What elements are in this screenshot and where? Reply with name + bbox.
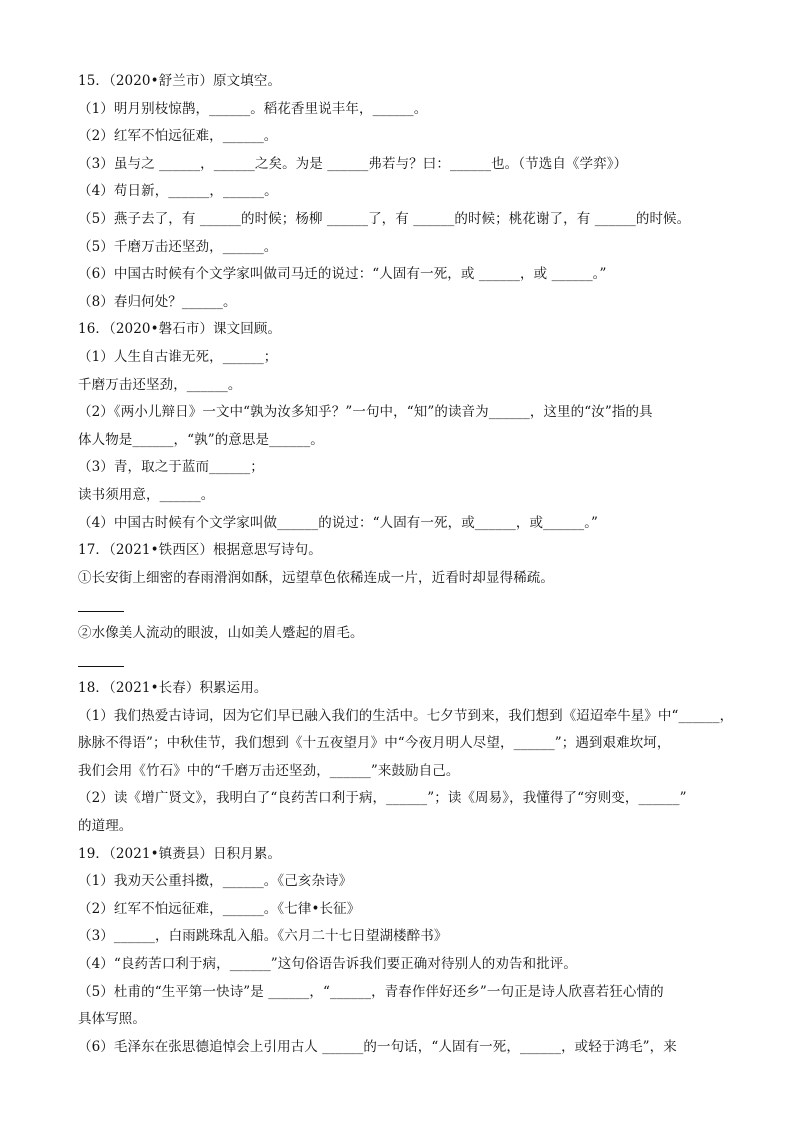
question-18-item-2a: （2）读《增广贤文》，我明白了“良药苦口利于病，______”；读《周易》，我懂得了“穷则变，______” (78, 790, 687, 807)
question-18-item-2b: 的道理。 (78, 818, 133, 835)
question-19-heading: 19．（2021•镇赉县）日积月累。 (78, 845, 282, 862)
question-15-item-4: （4）苟日新，______，______。 (78, 183, 278, 200)
question-18-heading: 18．（2021•长春）积累运用。 (78, 680, 268, 697)
question-16-item-4: （4）中国古时候有个文学家叫做______的说过：“人固有一死，或______，或______。” (78, 514, 599, 531)
answer-blank-line (78, 596, 728, 614)
question-16-item-1a: （1）人生自古谁无死，______； (78, 348, 278, 365)
question-16-item-1b: 千磨万击还坚劲，______。 (78, 376, 242, 393)
question-15-item-3: （3）虽与之 ______，______之矣。为是 ______弗若与？曰：______也。（节选自《学弈》） (78, 155, 628, 172)
question-18-item-1a: （1）我们热爱古诗词，因为它们早已融入我们的生活中。七夕节到来，我们想到《迢迢牵牛星》中“______， (78, 707, 734, 724)
question-15-item-8: （8）春归何处？______。 (78, 293, 237, 310)
question-15-item-5b: （5）千磨万击还坚劲，______。 (78, 238, 278, 255)
question-19-item-4: （4）“良药苦口利于病，______”这句俗语告诉我们要正确对待别人的劝告和批评。 (78, 956, 577, 972)
question-19-item-6: （6）毛泽东在张思德追悼会上引用古人 ______的一句话，“人固有一死，______，或轻于鸿毛”，来 (78, 1038, 677, 1055)
question-19-item-5b: 具体写照。 (78, 1011, 146, 1028)
question-17-item-1: ①长安街上细密的春雨滑润如酥，远望草色依稀连成一片，近看时却显得稀疏。 (78, 569, 554, 586)
question-16-item-3b: 读书须用意，______。 (78, 486, 215, 503)
question-15-item-5: （5）燕子去了，有 ______的时候；杨柳 ______了，有 ______的时候；桃花谢了，有 ______的时候。 (78, 210, 691, 227)
question-16-item-2b: 体人物是______，“孰”的意思是______。 (78, 431, 324, 448)
question-15-item-1: （1）明月别枝惊鹊，______。稻花香里说丰年，______。 (78, 100, 428, 117)
question-15-heading: 15．（2020•舒兰市）原文填空。 (78, 73, 282, 89)
question-19-item-5a: （5）杜甫的“生平第一快诗”是 ______，“______，青春作伴好还乡”一句正是诗人欣喜若狂心情的 (78, 983, 664, 1000)
question-19-item-2: （2）红军不怕远征难，______。《七律•长征》 (78, 900, 361, 917)
question-18-item-1b: 脉脉不得语”；中秋佳节，我们想到《十五夜望月》中“今夜月明人尽望，______”；遇到艰难坎坷， (78, 735, 671, 752)
question-15-item-2: （2）红军不怕远征难，______。 (78, 128, 278, 145)
question-16-heading: 16．（2020•磐石市）课文回顾。 (78, 321, 282, 338)
document-page (78, 72, 734, 1065)
question-16-item-2a: （2）《两小儿辩日》一文中“孰为汝多知乎？”一句中，“知”的读音为______，这里的“汝”指的具 (78, 404, 653, 421)
question-19-item-3: （3）______，白雨跳珠乱入船。《六月二十七日望湖楼醉书》 (78, 928, 448, 945)
question-15-item-6: （6）中国古时候有个文学家叫做司马迁的说过：“人固有一死，或 ______，或 ______。” (78, 266, 607, 283)
answer-blank-line (78, 651, 728, 669)
question-17-item-2: ②水像美人流动的眼波，山如美人蹙起的眉毛。 (78, 624, 364, 641)
question-17-heading: 17．（2021•铁西区）根据意思写诗句。 (78, 542, 322, 559)
question-16-item-3a: （3）青，取之于蓝而______； (78, 459, 264, 476)
question-19-item-1: （1）我劝天公重抖擞，______。《己亥杂诗》 (78, 873, 353, 890)
question-18-item-1c: 我们会用《竹石》中的“千磨万击还坚劲，______”来鼓励自己。 (78, 762, 460, 779)
